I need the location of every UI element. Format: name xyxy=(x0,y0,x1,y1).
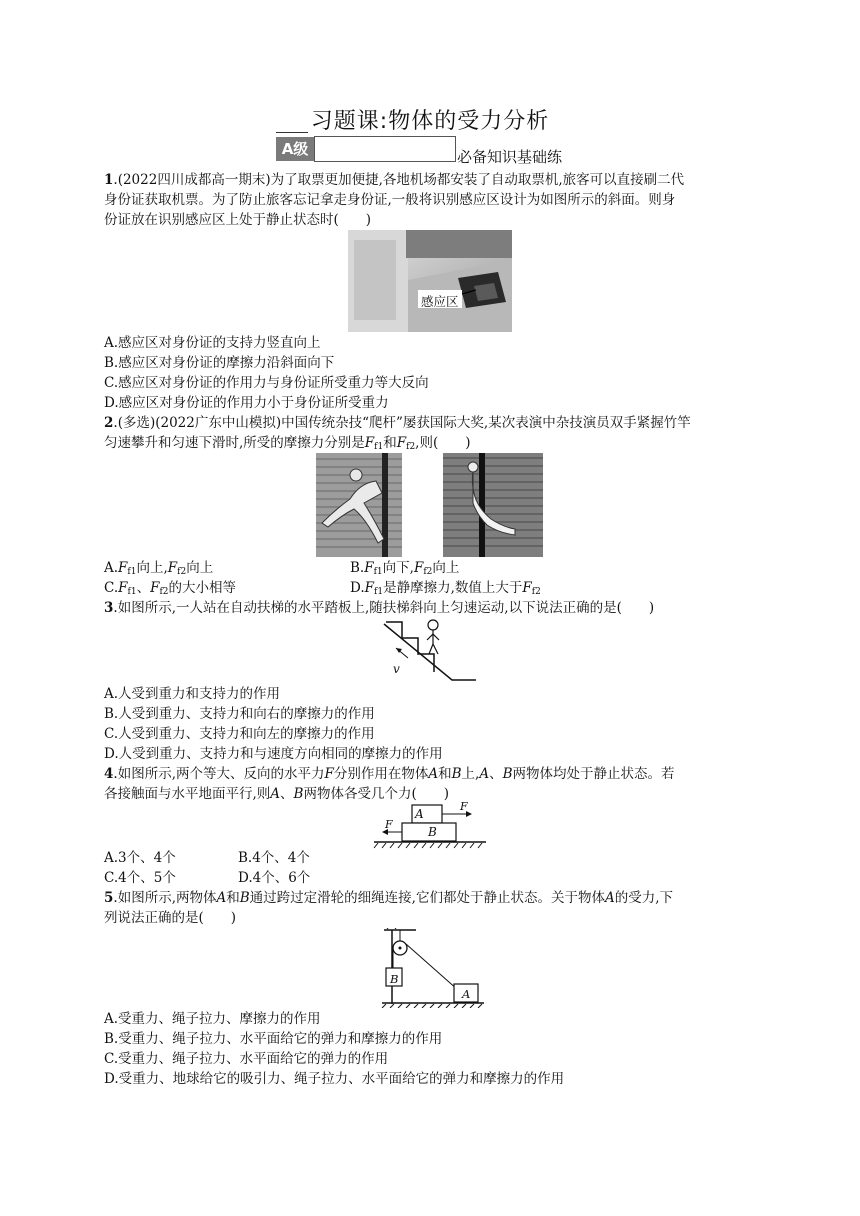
q2-d-f2: F xyxy=(522,580,532,596)
pulley-diagram xyxy=(380,928,488,1008)
q2-b-f2: F xyxy=(413,560,424,576)
q1-text-1: .(2022四川成都高一期末)为了取票更加便捷,各地机场都安装了自动取票机,旅客可以直接刷二代 xyxy=(113,172,685,188)
pulley-block-a-label: A xyxy=(462,987,471,1001)
q2-text-4: ,则( ) xyxy=(415,435,471,451)
q4-t6: 各接触面与水平地面平行,则 xyxy=(104,786,271,802)
q2-a-f1: F xyxy=(118,560,128,576)
q5-line-1 xyxy=(104,889,673,908)
q2-c-prefix: C. xyxy=(104,580,119,596)
q5-option-c: C.受重力、绳子拉力、水平面给它的弹力的作用 xyxy=(104,1051,389,1067)
q4-t0: .如图所示,两个等大、反向的水平力 xyxy=(113,766,325,782)
q2-d-f1-sub: f1 xyxy=(374,587,384,597)
q4-t7: 、 xyxy=(280,786,294,802)
q1-line-3: 份证放在识别感应区上处于静止状态时( ) xyxy=(104,212,372,228)
q1-line-1 xyxy=(104,171,684,190)
q1-line-2: 身份证获取机票。为了防止旅客忘记拿走身份证,一般将识别感应区设计为如图所示的斜面。则身 xyxy=(104,192,676,208)
q1-option-b: B.感应区对身份证的摩擦力沿斜面向下 xyxy=(104,355,335,371)
q4-option-c: C.4个、5个 xyxy=(104,870,176,886)
q2-d-f1: F xyxy=(364,580,375,596)
q4-b1: B xyxy=(451,766,462,782)
q4-t5: 两物体均处于静止状态。若 xyxy=(512,766,675,782)
q4-f: F xyxy=(324,766,334,782)
sensor-area-label: 感应区 xyxy=(421,294,459,309)
pulley-block-b-label: B xyxy=(390,972,399,986)
level-label: 必备知识基础练 xyxy=(457,148,563,166)
q3-text-1: .如图所示,一人站在自动扶梯的水平踏板上,随扶梯斜向上匀速运动,以下说法正确的是( ) xyxy=(113,600,655,616)
q2-a-mid: 向上, xyxy=(136,560,168,576)
q3-line-1 xyxy=(104,599,654,618)
climber-photo-2 xyxy=(443,453,543,557)
q4-a2: A xyxy=(479,766,490,782)
q2-ff1-symbol: F xyxy=(364,435,375,451)
q5-b1: B xyxy=(239,890,250,906)
q2-line-1 xyxy=(104,414,691,433)
q2-ff1-sub: f1 xyxy=(374,442,384,452)
q2-c-f2-sub: f2 xyxy=(159,587,169,597)
page-title: 习题课:物体的受力分析 xyxy=(310,109,550,134)
q2-c-f2: F xyxy=(150,580,160,596)
q4-option-b: B.4个、4个 xyxy=(238,850,310,866)
q2-d-prefix: D. xyxy=(350,580,365,596)
climber-photo-1 xyxy=(316,453,402,557)
q5-t1: 和 xyxy=(226,890,240,906)
q3-option-a: A.人受到重力和支持力的作用 xyxy=(104,686,281,702)
q4-t8: 两物体各受几个力( ) xyxy=(303,786,450,802)
q5-line-2: 列说法正确的是( ) xyxy=(104,910,237,926)
q2-d-mid: 是静摩擦力,数值上大于 xyxy=(383,580,523,596)
block-b-label: B xyxy=(428,825,437,839)
q4-a1: A xyxy=(428,766,439,782)
q2-c-f1: F xyxy=(118,580,128,596)
q4-b2: B xyxy=(502,766,513,782)
q4-t2: 和 xyxy=(438,766,452,782)
ticket-machine-photo xyxy=(348,230,512,332)
level-badge: A级 xyxy=(276,137,314,161)
q2-a-prefix: A. xyxy=(104,560,119,576)
q2-a-end: 向上 xyxy=(186,560,214,576)
block-a-label: A xyxy=(415,807,424,821)
q3-option-c: C.人受到重力、支持力和向左的摩擦力的作用 xyxy=(104,726,375,742)
q2-text-1: .(多选)(2022广东中山模拟)中国传统杂技“爬杆”屡获国际大奖,某次表演中杂技演员双手紧握竹竿 xyxy=(113,415,691,431)
q2-text-2: 匀速攀升和匀速下滑时,所受的摩擦力分别是 xyxy=(104,435,365,451)
q2-b-f1-sub: f1 xyxy=(373,567,383,577)
q2-ff2-symbol: F xyxy=(396,435,407,451)
q2-ff2-sub: f2 xyxy=(406,442,416,452)
q1-number: 1 xyxy=(104,172,114,188)
q5-option-b: B.受重力、绳子拉力、水平面给它的弹力和摩擦力的作用 xyxy=(104,1031,443,1047)
q3-number: 3 xyxy=(104,600,114,616)
q4-line-1 xyxy=(104,765,675,784)
q3-option-b: B.人受到重力、支持力和向右的摩擦力的作用 xyxy=(104,706,375,722)
q5-number: 5 xyxy=(104,890,114,906)
q2-b-prefix: B. xyxy=(350,560,365,576)
q2-b-f2-sub: f2 xyxy=(423,567,433,577)
q2-b-end: 向上 xyxy=(432,560,460,576)
q5-t0: .如图所示,两物体 xyxy=(113,890,217,906)
q4-option-d: D.4个、6个 xyxy=(238,870,311,886)
q2-a-f2-sub: f2 xyxy=(177,567,187,577)
q4-t1: 分别作用在物体 xyxy=(333,766,429,782)
q2-c-f1-sub: f1 xyxy=(127,587,137,597)
q4-option-a: A.3个、4个 xyxy=(104,850,176,866)
q5-t3: 的受力,下 xyxy=(614,890,674,906)
q1-option-c: C.感应区对身份证的作用力与身份证所受重力等大反向 xyxy=(104,375,429,391)
q5-a1: A xyxy=(216,890,227,906)
q2-d-f2-sub: f2 xyxy=(531,587,541,597)
title-rule xyxy=(276,132,308,133)
q4-t3: 上, xyxy=(461,766,480,782)
velocity-label: v xyxy=(393,662,400,676)
q2-a-f1-sub: f1 xyxy=(127,567,137,577)
q5-t2: 通过跨过定滑轮的细绳连接,它们都处于静止状态。关于物体 xyxy=(249,890,605,906)
q5-option-a: A.受重力、绳子拉力、摩擦力的作用 xyxy=(104,1011,321,1027)
force-right-label: F xyxy=(460,800,468,813)
q2-c-mid: 、 xyxy=(136,580,151,596)
q3-option-d: D.人受到重力、支持力和与速度方向相同的摩擦力的作用 xyxy=(104,746,443,762)
level-box xyxy=(314,136,456,162)
q2-line-2 xyxy=(104,434,471,457)
q2-number: 2 xyxy=(104,415,114,431)
q2-b-f1: F xyxy=(364,560,374,576)
q5-option-d: D.受重力、地球给它的吸引力、绳子拉力、水平面给它的弹力和摩擦力的作用 xyxy=(104,1071,565,1087)
q4-a3: A xyxy=(270,786,281,802)
q2-c-end: 的大小相等 xyxy=(168,580,237,596)
q4-b3: B xyxy=(293,786,304,802)
q1-option-d: D.感应区对身份证的作用力小于身份证所受重力 xyxy=(104,395,389,411)
q2-text-3: 和 xyxy=(383,435,397,451)
q4-number: 4 xyxy=(104,766,114,782)
q2-b-mid: 向下, xyxy=(382,560,414,576)
q2-a-f2: F xyxy=(167,560,178,576)
q1-option-a: A.感应区对身份证的支持力竖直向上 xyxy=(104,335,321,351)
q5-a2: A xyxy=(604,890,615,906)
q4-t4: 、 xyxy=(489,766,503,782)
force-left-label: F xyxy=(385,818,393,831)
